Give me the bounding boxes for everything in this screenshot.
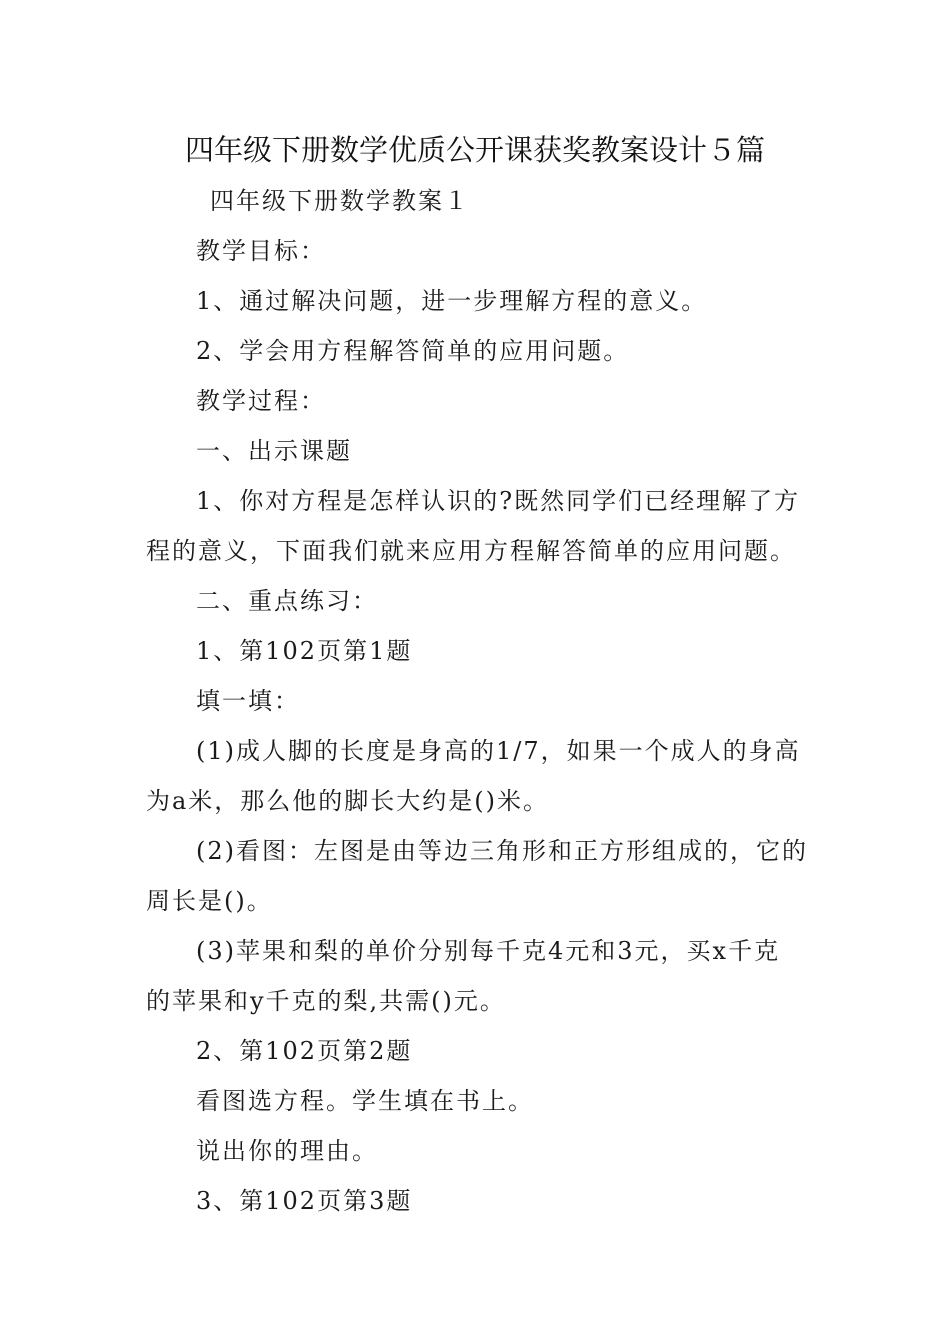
paragraph-line: 3、第102页第3题 — [196, 1187, 413, 1215]
paragraph-line: 周长是()。 — [146, 887, 273, 915]
section-heading: 教学过程： — [196, 387, 326, 415]
paragraph-line: 看图选方程。学生填在书上。 — [196, 1087, 534, 1115]
paragraph-line: 为a米，那么他的脚长大约是()米。 — [146, 787, 550, 815]
paragraph-line: (1)成人脚的长度是身高的1/7，如果一个成人的身高 — [196, 737, 801, 765]
paragraph-line: 2、学会用方程解答简单的应用问题。 — [196, 337, 630, 365]
paragraph-line: 1、通过解决问题，进一步理解方程的意义。 — [196, 287, 708, 315]
paragraph-line: 说出你的理由。 — [196, 1137, 378, 1165]
paragraph-line: 填一填： — [196, 687, 300, 715]
section-heading: 一、出示课题 — [196, 437, 352, 465]
paragraph-line: 2、第102页第2题 — [196, 1037, 413, 1065]
paragraph-line: 1、第102页第1题 — [196, 637, 413, 665]
lesson-heading: 四年级下册数学教案１ — [210, 187, 470, 215]
paragraph-line: 1、你对方程是怎样认识的?既然同学们已经理解了方 — [196, 487, 801, 515]
paragraph-line: 的苹果和y千克的梨,共需()元。 — [146, 987, 506, 1015]
section-heading: 教学目标： — [196, 237, 326, 265]
paragraph-line: 程的意义，下面我们就来应用方程解答简单的应用问题。 — [146, 537, 796, 565]
paragraph-line: (3)苹果和梨的单价分别每千克4元和3元，买x千克 — [196, 937, 781, 965]
document-title: 四年级下册数学优质公开课获奖教案设计５篇 — [184, 133, 765, 167]
section-heading: 二、重点练习： — [196, 587, 378, 615]
paragraph-line: (2)看图：左图是由等边三角形和正方形组成的，它的 — [196, 837, 808, 865]
